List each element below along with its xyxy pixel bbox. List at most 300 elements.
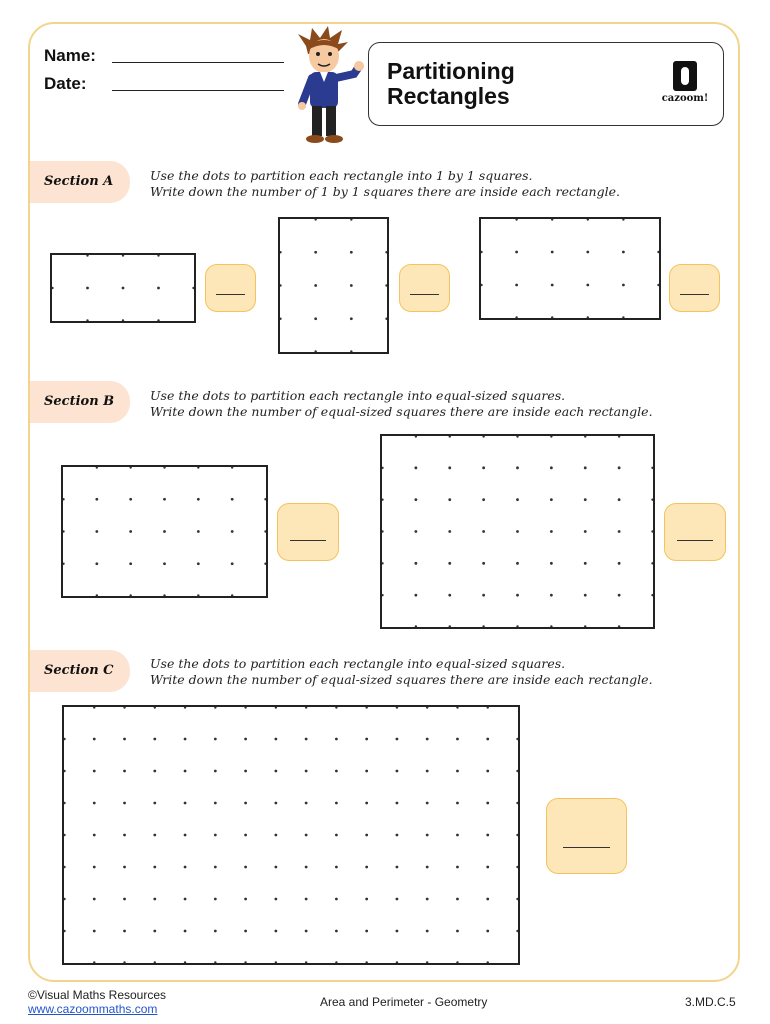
edge-dot: [365, 707, 367, 709]
edge-dot: [426, 707, 428, 709]
answer-box-c1[interactable]: [546, 798, 627, 874]
grid-dot: [184, 834, 187, 837]
grid-dot: [123, 898, 126, 901]
grid-dot: [93, 802, 96, 805]
edge-dot: [231, 467, 233, 469]
answer-box-b2[interactable]: [664, 503, 726, 561]
edge-dot: [481, 251, 483, 253]
grid-dot: [414, 594, 417, 597]
grid-dot: [197, 498, 200, 501]
grid-dot: [244, 866, 247, 869]
grid-dot: [95, 530, 98, 533]
grid-dot: [197, 530, 200, 533]
edge-dot: [123, 961, 125, 963]
edge-dot: [157, 319, 159, 321]
edge-dot: [184, 961, 186, 963]
edge-dot: [335, 707, 337, 709]
edge-dot: [651, 530, 653, 532]
rectangle-c1[interactable]: [62, 705, 520, 965]
grid-dot: [551, 284, 554, 287]
footer-website[interactable]: [28, 1002, 157, 1016]
grid-dot: [93, 770, 96, 773]
edge-dot: [396, 707, 398, 709]
grid-dot: [486, 802, 489, 805]
grid-dot: [93, 738, 96, 741]
grid-dot: [482, 594, 485, 597]
grid-dot: [274, 834, 277, 837]
grid-dot: [516, 594, 519, 597]
grid-dot: [305, 802, 308, 805]
grid-dot: [244, 834, 247, 837]
grid-dot: [618, 562, 621, 565]
grid-dot: [214, 770, 217, 773]
section-c-tab: Section C: [30, 650, 130, 692]
edge-dot: [63, 530, 65, 532]
footer-topic: Area and Perimeter - Geometry: [320, 995, 488, 1009]
edge-dot: [154, 961, 156, 963]
grid-dot: [456, 930, 459, 933]
edge-dot: [415, 436, 417, 438]
grid-dot: [274, 802, 277, 805]
grid-dot: [486, 898, 489, 901]
edge-dot: [487, 961, 489, 963]
grid-dot: [396, 866, 399, 869]
grid-dot: [456, 866, 459, 869]
edge-dot: [197, 467, 199, 469]
grid-dot: [448, 562, 451, 565]
rectangle-b1[interactable]: [61, 465, 268, 598]
edge-dot: [651, 594, 653, 596]
grid-dot: [486, 834, 489, 837]
mascot-illustration: [288, 26, 368, 148]
grid-dot: [426, 930, 429, 933]
grid-dot: [482, 530, 485, 533]
grid-dot: [350, 284, 353, 287]
edge-dot: [305, 707, 307, 709]
edge-dot: [651, 467, 653, 469]
grid-dot: [123, 738, 126, 741]
grid-dot: [456, 770, 459, 773]
edge-dot: [163, 594, 165, 596]
edge-dot: [122, 319, 124, 321]
grid-dot: [414, 466, 417, 469]
grid-dot: [95, 498, 98, 501]
grid-dot: [456, 802, 459, 805]
edge-dot: [618, 625, 620, 627]
edge-dot: [587, 219, 589, 221]
grid-dot: [274, 770, 277, 773]
grid-dot: [123, 866, 126, 869]
edge-dot: [280, 284, 282, 286]
edge-dot: [264, 498, 266, 500]
edge-dot: [184, 707, 186, 709]
edge-dot: [618, 436, 620, 438]
grid-dot: [335, 866, 338, 869]
edge-dot: [516, 834, 518, 836]
grid-dot: [314, 251, 317, 254]
name-label: Name:: [44, 46, 96, 65]
grid-dot: [214, 802, 217, 805]
grid-dot: [274, 738, 277, 741]
grid-dot: [305, 770, 308, 773]
grid-dot: [335, 770, 338, 773]
grid-dot: [93, 930, 96, 933]
grid-dot: [550, 466, 553, 469]
grid-dot: [305, 898, 308, 901]
grid-dot: [163, 530, 166, 533]
grid-dot: [350, 317, 353, 320]
grid-dot: [184, 802, 187, 805]
grid-dot: [244, 802, 247, 805]
edge-dot: [481, 284, 483, 286]
edge-dot: [86, 319, 88, 321]
grid-dot: [486, 866, 489, 869]
grid-dot: [305, 930, 308, 933]
grid-dot: [214, 930, 217, 933]
edge-dot: [482, 436, 484, 438]
section-a-instructions: Use the dots to partition each rectangle into 1 by 1 squares. Write down the number of 1 by 1 squares there are inside each rectangle.: [150, 168, 620, 199]
edge-dot: [244, 961, 246, 963]
edge-dot: [350, 219, 352, 221]
footer-standard: 3.MD.C.5: [685, 995, 736, 1009]
edge-dot: [382, 498, 384, 500]
grid-dot: [350, 251, 353, 254]
edge-dot: [214, 961, 216, 963]
grid-dot: [214, 738, 217, 741]
grid-dot: [335, 738, 338, 741]
grid-dot: [231, 530, 234, 533]
grid-dot: [482, 498, 485, 501]
edge-dot: [551, 219, 553, 221]
edge-dot: [64, 930, 66, 932]
grid-dot: [244, 898, 247, 901]
edge-dot: [129, 594, 131, 596]
grid-dot: [314, 317, 317, 320]
edge-dot: [551, 316, 553, 318]
rectangle-a1[interactable]: [50, 253, 196, 323]
edge-dot: [516, 898, 518, 900]
grid-dot: [622, 284, 625, 287]
grid-dot: [335, 898, 338, 901]
grid-dot: [550, 562, 553, 565]
edge-dot: [449, 625, 451, 627]
grid-dot: [231, 562, 234, 565]
grid-dot: [448, 594, 451, 597]
edge-dot: [396, 961, 398, 963]
grid-dot: [448, 466, 451, 469]
edge-dot: [651, 498, 653, 500]
section-a-tab: Section A: [30, 161, 130, 203]
rectangle-a3[interactable]: [479, 217, 661, 320]
edge-dot: [515, 316, 517, 318]
grid-dot: [123, 770, 126, 773]
grid-dot: [123, 834, 126, 837]
grid-dot: [482, 562, 485, 565]
grid-dot: [396, 802, 399, 805]
edge-dot: [264, 563, 266, 565]
edge-dot: [622, 316, 624, 318]
grid-dot: [426, 802, 429, 805]
grid-dot: [305, 834, 308, 837]
grid-dot: [396, 770, 399, 773]
cazoom-logo: cazoom!: [657, 61, 713, 107]
grid-dot: [153, 930, 156, 933]
edge-dot: [487, 707, 489, 709]
edge-dot: [515, 219, 517, 221]
edge-dot: [426, 961, 428, 963]
grid-dot: [274, 898, 277, 901]
edge-dot: [64, 834, 66, 836]
grid-dot: [426, 834, 429, 837]
grid-dot: [244, 738, 247, 741]
grid-dot: [486, 930, 489, 933]
grid-dot: [335, 834, 338, 837]
grid-dot: [365, 898, 368, 901]
grid-dot: [184, 930, 187, 933]
answer-box-a3[interactable]: [669, 264, 720, 312]
edge-dot: [584, 436, 586, 438]
edge-dot: [52, 287, 54, 289]
rectangle-a2[interactable]: [278, 217, 389, 354]
grid-dot: [184, 770, 187, 773]
grid-dot: [231, 498, 234, 501]
edge-dot: [335, 961, 337, 963]
edge-dot: [516, 770, 518, 772]
grid-dot: [93, 834, 96, 837]
grid-dot: [396, 898, 399, 901]
answer-box-b1[interactable]: [277, 503, 339, 561]
grid-dot: [584, 562, 587, 565]
grid-dot: [153, 898, 156, 901]
edge-dot: [275, 961, 277, 963]
edge-dot: [657, 251, 659, 253]
grid-dot: [551, 251, 554, 254]
grid-dot: [584, 530, 587, 533]
answer-box-a2[interactable]: [399, 264, 450, 312]
worksheet-title: Partitioning Rectangles: [387, 58, 515, 109]
grid-dot: [516, 562, 519, 565]
edge-dot: [516, 625, 518, 627]
grid-dot: [586, 251, 589, 254]
edge-dot: [275, 707, 277, 709]
edge-dot: [86, 255, 88, 257]
grid-dot: [396, 738, 399, 741]
edge-dot: [63, 498, 65, 500]
grid-dot: [365, 930, 368, 933]
edge-dot: [314, 219, 316, 221]
title-box: [368, 42, 724, 126]
grid-dot: [456, 738, 459, 741]
edge-dot: [449, 436, 451, 438]
edge-dot: [516, 930, 518, 932]
grid-dot: [365, 834, 368, 837]
edge-dot: [93, 961, 95, 963]
edge-dot: [516, 738, 518, 740]
grid-dot: [414, 562, 417, 565]
edge-dot: [584, 625, 586, 627]
edge-dot: [516, 802, 518, 804]
grid-dot: [414, 498, 417, 501]
edge-dot: [516, 866, 518, 868]
grid-dot: [365, 770, 368, 773]
edge-dot: [587, 316, 589, 318]
edge-dot: [456, 707, 458, 709]
grid-dot: [157, 287, 160, 290]
name-field[interactable]: [112, 62, 284, 63]
grid-dot: [184, 866, 187, 869]
edge-dot: [96, 467, 98, 469]
grid-dot: [244, 930, 247, 933]
edge-dot: [280, 318, 282, 320]
grid-dot: [618, 530, 621, 533]
grid-dot: [448, 498, 451, 501]
grid-dot: [314, 284, 317, 287]
grid-dot: [305, 866, 308, 869]
edge-dot: [657, 284, 659, 286]
grid-dot: [129, 562, 132, 565]
grid-dot: [86, 287, 89, 290]
edge-dot: [305, 961, 307, 963]
grid-dot: [516, 498, 519, 501]
edge-dot: [550, 436, 552, 438]
grid-dot: [184, 898, 187, 901]
grid-dot: [550, 594, 553, 597]
edge-dot: [280, 251, 282, 253]
grid-dot: [414, 530, 417, 533]
edge-dot: [415, 625, 417, 627]
grid-dot: [95, 562, 98, 565]
grid-dot: [482, 466, 485, 469]
section-b-tab: Section B: [30, 381, 130, 423]
edge-dot: [350, 350, 352, 352]
edge-dot: [129, 467, 131, 469]
date-field[interactable]: [112, 90, 284, 91]
answer-box-a1[interactable]: [205, 264, 256, 312]
grid-dot: [584, 498, 587, 501]
grid-dot: [197, 562, 200, 565]
edge-dot: [482, 625, 484, 627]
grid-dot: [122, 287, 125, 290]
edge-dot: [651, 562, 653, 564]
grid-dot: [153, 770, 156, 773]
grid-dot: [426, 866, 429, 869]
grid-dot: [515, 284, 518, 287]
grid-dot: [550, 530, 553, 533]
edge-dot: [550, 625, 552, 627]
grid-dot: [486, 770, 489, 773]
grid-dot: [618, 466, 621, 469]
edge-dot: [382, 594, 384, 596]
website-link[interactable]: www.cazoommaths.com: [28, 1002, 158, 1016]
edge-dot: [63, 563, 65, 565]
grid-dot: [93, 898, 96, 901]
grid-dot: [584, 594, 587, 597]
edge-dot: [123, 707, 125, 709]
rectangle-b2[interactable]: [380, 434, 655, 629]
edge-dot: [122, 255, 124, 257]
edge-dot: [197, 594, 199, 596]
grid-dot: [274, 930, 277, 933]
edge-dot: [385, 284, 387, 286]
grid-dot: [456, 898, 459, 901]
edge-dot: [214, 707, 216, 709]
date-label: Date:: [44, 74, 87, 93]
grid-dot: [163, 562, 166, 565]
edge-dot: [64, 770, 66, 772]
edge-dot: [382, 562, 384, 564]
section-c-instructions: Use the dots to partition each rectangle into equal-sized squares. Write down the number of equal-sized squares there are inside each rectangle.: [150, 656, 653, 687]
edge-dot: [64, 898, 66, 900]
edge-dot: [244, 707, 246, 709]
grid-dot: [622, 251, 625, 254]
grid-dot: [184, 738, 187, 741]
grid-dot: [244, 770, 247, 773]
edge-dot: [516, 436, 518, 438]
grid-dot: [486, 738, 489, 741]
edge-dot: [385, 318, 387, 320]
grid-dot: [426, 770, 429, 773]
edge-dot: [314, 350, 316, 352]
edge-dot: [64, 738, 66, 740]
edge-dot: [264, 530, 266, 532]
grid-dot: [456, 834, 459, 837]
grid-dot: [618, 498, 621, 501]
grid-dot: [584, 466, 587, 469]
grid-dot: [396, 930, 399, 933]
grid-dot: [129, 498, 132, 501]
section-b-instructions: Use the dots to partition each rectangle into equal-sized squares. Write down the number of equal-sized squares there are inside each rectangle.: [150, 388, 653, 419]
edge-dot: [382, 530, 384, 532]
edge-dot: [93, 707, 95, 709]
grid-dot: [365, 738, 368, 741]
cazoom-logo-icon: [673, 61, 697, 91]
grid-dot: [153, 738, 156, 741]
edge-dot: [622, 219, 624, 221]
edge-dot: [157, 255, 159, 257]
footer-copyright: ©Visual Maths Resources: [28, 988, 167, 1002]
grid-dot: [214, 898, 217, 901]
grid-dot: [129, 530, 132, 533]
grid-dot: [305, 738, 308, 741]
edge-dot: [64, 866, 66, 868]
edge-dot: [365, 961, 367, 963]
edge-dot: [382, 467, 384, 469]
grid-dot: [153, 802, 156, 805]
grid-dot: [335, 930, 338, 933]
grid-dot: [618, 594, 621, 597]
grid-dot: [153, 834, 156, 837]
grid-dot: [396, 834, 399, 837]
grid-dot: [274, 866, 277, 869]
grid-dot: [586, 284, 589, 287]
grid-dot: [365, 802, 368, 805]
grid-dot: [335, 802, 338, 805]
edge-dot: [192, 287, 194, 289]
grid-dot: [426, 738, 429, 741]
grid-dot: [516, 530, 519, 533]
edge-dot: [456, 961, 458, 963]
edge-dot: [96, 594, 98, 596]
grid-dot: [448, 530, 451, 533]
grid-dot: [123, 802, 126, 805]
edge-dot: [154, 707, 156, 709]
grid-dot: [516, 466, 519, 469]
grid-dot: [93, 866, 96, 869]
grid-dot: [214, 834, 217, 837]
grid-dot: [153, 866, 156, 869]
grid-dot: [163, 498, 166, 501]
grid-dot: [515, 251, 518, 254]
